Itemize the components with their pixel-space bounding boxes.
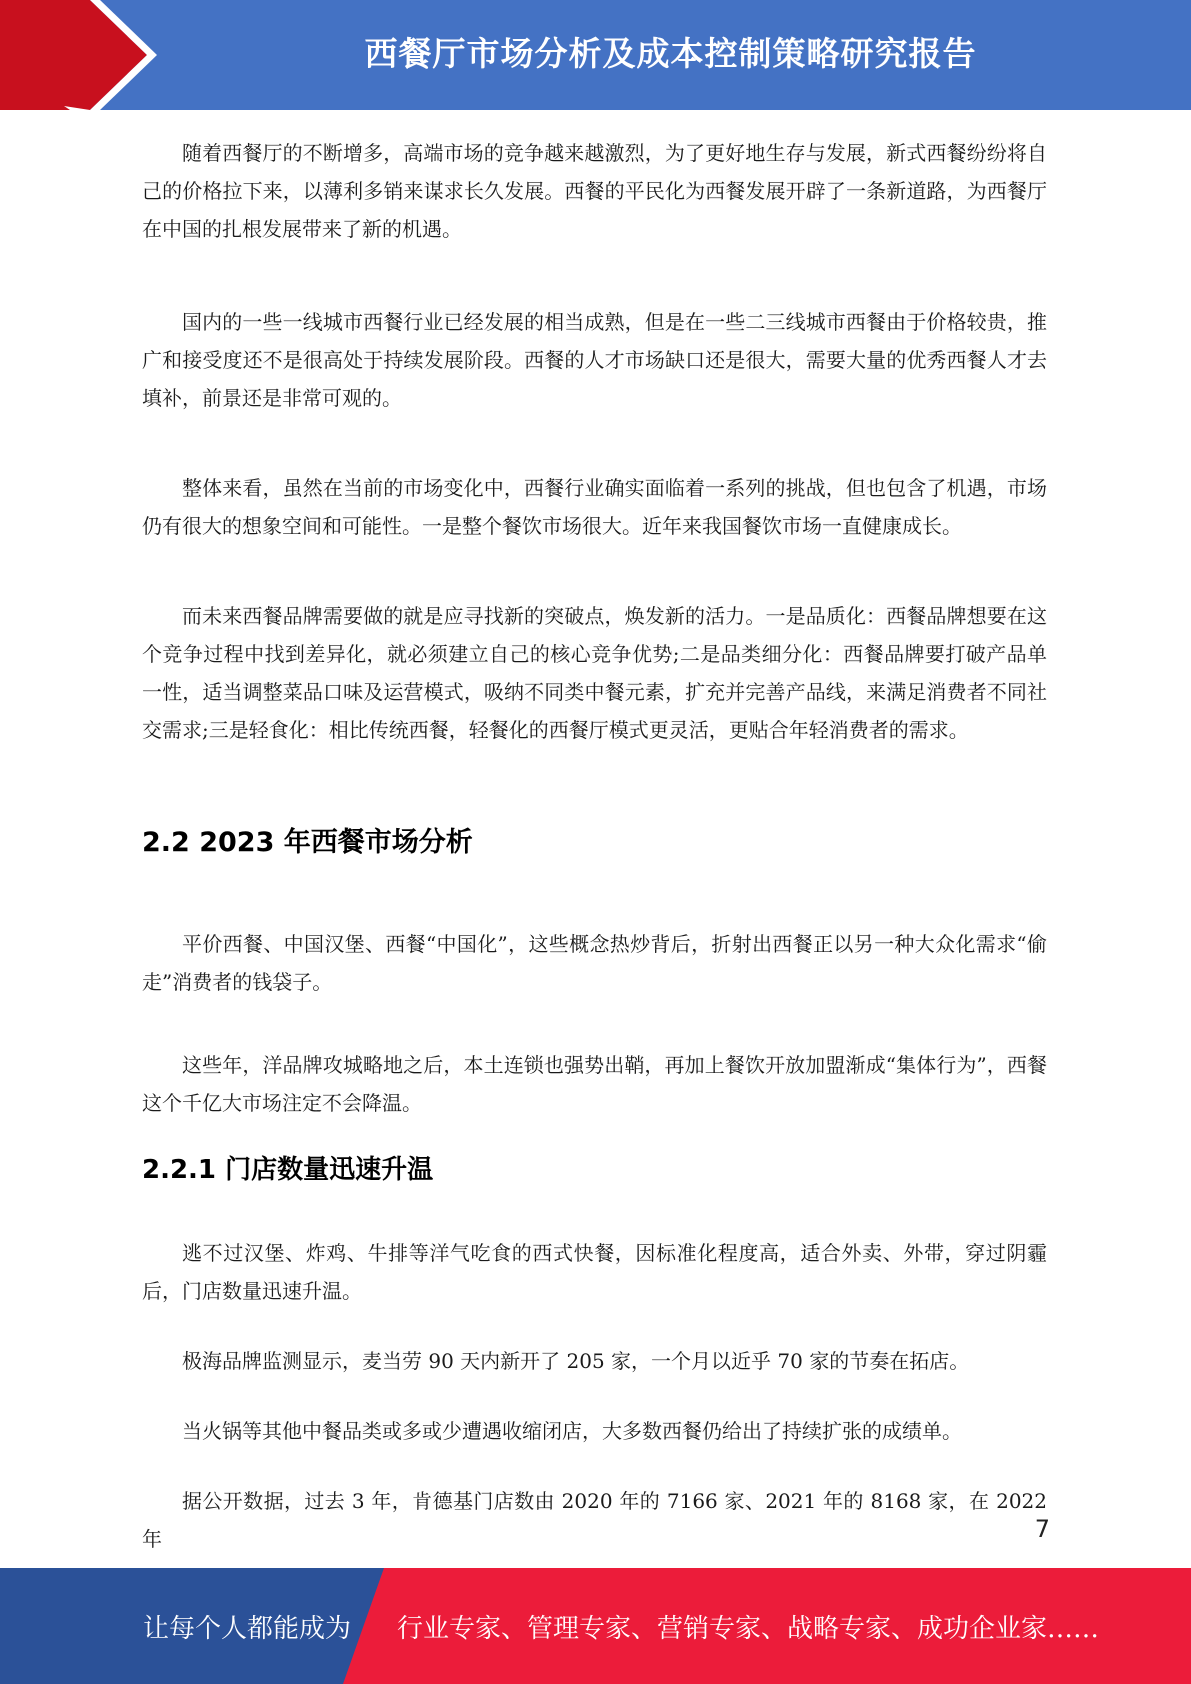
report-title: 西餐厅市场分析及成本控制策略研究报告 <box>364 34 977 73</box>
paragraph-intro-4: 而未来西餐品牌需要做的就是应寻找新的突破点，焕发新的活力。一是品质化：西餐品牌想要在这个竞争过程中找到差异化，就必须建立自己的核心竞争优势;二是品类细分化：西餐品牌要打破产品单一性，适当调整菜品口味及运营模式，吸纳不同类中餐元素，扩充并完善产品线，来满足消费者不同社交需求;三是轻食化：相比传统西餐，轻餐化的西餐厅模式更灵活，更贴合年轻消费者的需求。 <box>142 604 1047 742</box>
paragraph-2-2-1-a: 逃不过汉堡、炸鸡、牛排等洋气吃食的西式快餐，因标准化程度高，适合外卖、外带，穿过阴霾后，门店数量迅速升温。 <box>142 1241 1047 1303</box>
footer-slogan-right: 行业专家、管理专家、营销专家、战略专家、成功企业家…… <box>397 1614 1100 1644</box>
paragraph-2-2-1: 平价西餐、中国汉堡、西餐“中国化”，这些概念热炒背后，折射出西餐正以另一种大众化需求“偷走”消费者的钱袋子。 <box>142 932 1047 994</box>
footer-slogan-left: 让每个人都能成为 <box>143 1614 352 1644</box>
section-heading-2-2-1: 2.2.1 门店数量迅速升温 <box>142 1155 434 1185</box>
paragraph-intro-1: 随着西餐厅的不断增多，高端市场的竞争越来越激烈，为了更好地生存与发展，新式西餐纷纷将自己的价格拉下来，以薄利多销来谋求长久发展。西餐的平民化为西餐发展开辟了一条新道路，为西餐厅在中国的扎根发展带来了新的机遇。 <box>142 141 1047 241</box>
footer-banner <box>0 1568 1191 1684</box>
paragraph-intro-3: 整体来看，虽然在当前的市场变化中，西餐行业确实面临着一系列的挑战，但也包含了机遇，市场仍有很大的想象空间和可能性。一是整个餐饮市场很大。近年来我国餐饮市场一直健康成长。 <box>142 476 1047 538</box>
page-number: 7 <box>1034 1515 1050 1543</box>
paragraph-2-2-1-b: 极海品牌监测显示，麦当劳 90 天内新开了 205 家，一个月以近乎 70 家的节奏在拓店。 <box>182 1349 970 1373</box>
paragraph-2-2-1-d: 据公开数据，过去 3 年，肯德基门店数由 2020 年的 7166 家、2021 年的 8168 家，在 2022 年 <box>142 1489 1047 1551</box>
paragraph-2-2-1-c: 当火锅等其他中餐品类或多或少遭遇收缩闭店，大多数西餐仍给出了持续扩张的成绩单。 <box>182 1419 962 1443</box>
paragraph-2-2-2: 这些年，洋品牌攻城略地之后，本土连锁也强势出鞘，再加上餐饮开放加盟渐成“集体行为”，西餐这个千亿大市场注定不会降温。 <box>142 1053 1047 1115</box>
paragraph-intro-2: 国内的一些一线城市西餐行业已经发展的相当成熟，但是在一些二三线城市西餐由于价格较贵，推广和接受度还不是很高处于持续发展阶段。西餐的人才市场缺口还是很大，需要大量的优秀西餐人才去填补，前景还是非常可观的。 <box>142 310 1047 410</box>
document-body <box>142 134 1047 1558</box>
header-banner <box>0 0 1191 110</box>
section-heading-2-2: 2.2 2023 年西餐市场分析 <box>142 827 473 858</box>
